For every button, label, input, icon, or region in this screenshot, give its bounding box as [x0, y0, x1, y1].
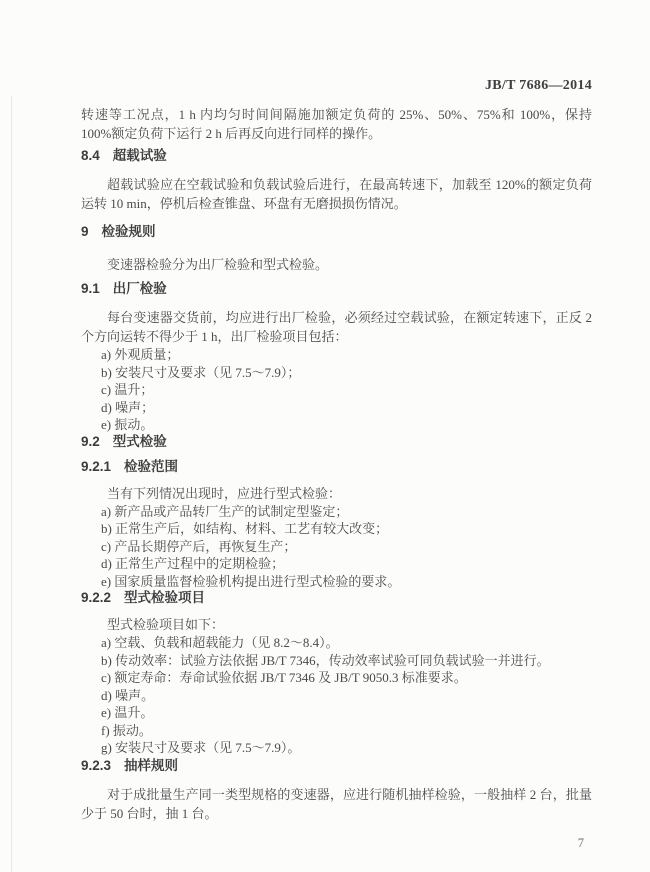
- section-title: 检验规则: [101, 224, 156, 239]
- section-title: 出厂检验: [112, 281, 167, 296]
- list-item: c) 额定寿命：寿命试验依据 JB/T 7346 及 JB/T 9050.3 标准要求。: [101, 670, 467, 685]
- list-item: c) 温升；: [101, 382, 154, 397]
- list-item: e) 国家质量监督检验机构提出进行型式检验的要求。: [101, 573, 401, 589]
- page-content: [81, 78, 592, 823]
- paragraph: 变速器检验分为出厂检验和型式检验。: [107, 257, 329, 272]
- list-item: d) 正常生产过程中的定期检验；: [101, 556, 285, 571]
- list-type-test-conditions: [81, 503, 592, 591]
- list-item: g) 安装尺寸及要求（见 7.5～7.9）。: [101, 740, 301, 755]
- section-heading-8-4: [81, 148, 592, 164]
- section-number: 9.1: [81, 281, 100, 296]
- section-number: 8.4: [81, 148, 100, 163]
- section-heading-9-2-2: [81, 590, 592, 606]
- paragraph-continued: 转速等工况点，1 h 内均匀时间间隔施加额定负荷的 25%、50%、75%和 100%，保持 100%额定负荷下运行 2 h 后再反向进行同样的操作。: [81, 107, 592, 141]
- list-item: b) 传动效率：试验方法依据 JB/T 7346，传动效率试验可同负载试验一并进行。: [101, 652, 550, 668]
- section-title: 检验范围: [124, 458, 179, 474]
- list-item: b) 安装尺寸及要求（见 7.5～7.9）；: [101, 364, 301, 380]
- list-item: a) 空载、负载和超载能力（见 8.2～8.4）。: [101, 635, 339, 650]
- section-title: 型式检验: [112, 433, 167, 449]
- paragraph: 每台变速器交货前，均应进行出厂检验，必须经过空载试验，在额定转速下，正反 2 个方向运转不得少于 1 h，出厂检验项目包括：: [81, 310, 592, 344]
- section-heading-9-1: [81, 281, 592, 297]
- section-title: 超载试验: [112, 148, 167, 163]
- list-item: c) 产品长期停产后，再恢复生产；: [101, 538, 297, 554]
- list-item: a) 新产品或产品转厂生产的试制定型鉴定；: [101, 503, 349, 519]
- section-heading-9-2: [81, 434, 592, 450]
- list-item: e) 温升。: [101, 705, 154, 720]
- section-title: 型式检验项目: [124, 590, 206, 605]
- section-heading-9: [81, 224, 592, 240]
- section-title: 抽样规则: [124, 758, 179, 773]
- list-item: e) 振动。: [101, 417, 154, 432]
- section-number: 9: [81, 224, 89, 239]
- section-heading-9-2-1: [81, 459, 592, 475]
- section-number: 9.2.1: [81, 458, 112, 474]
- list-item: a) 外观质量；: [101, 347, 180, 362]
- list-factory-inspection-items: [81, 346, 592, 434]
- scan-edge-line: [11, 96, 12, 872]
- paragraph: 当有下列情况出现时，应进行型式检验：: [107, 485, 342, 501]
- list-item: d) 噪声；: [101, 399, 155, 415]
- doc-number: JB/T 7686—2014: [484, 78, 592, 93]
- paragraph: 型式检验项目如下：: [107, 617, 225, 632]
- paragraph: 对于成批量生产同一类型规格的变速器，应进行随机抽样检验，一般抽样 2 台，批量少于 50 台时，抽 1 台。: [81, 787, 592, 821]
- list-item: f) 振动。: [101, 722, 152, 738]
- list-type-test-items: [81, 634, 592, 757]
- list-item: b) 正常生产后，如结构、材料、工艺有较大改变；: [101, 521, 389, 536]
- section-number: 9.2: [81, 433, 100, 449]
- page-number: 7: [577, 836, 584, 850]
- section-heading-9-2-3: [81, 758, 592, 774]
- list-item: d) 噪声。: [101, 687, 155, 703]
- section-number: 9.2.3: [81, 758, 112, 773]
- paragraph: 超载试验应在空载试验和负载试验后进行，在最高转速下，加载至 120%的额定负荷运转 10 min，停机后检查锥盘、环盘有无磨损损伤情况。: [81, 177, 592, 211]
- section-number: 9.2.2: [81, 590, 112, 605]
